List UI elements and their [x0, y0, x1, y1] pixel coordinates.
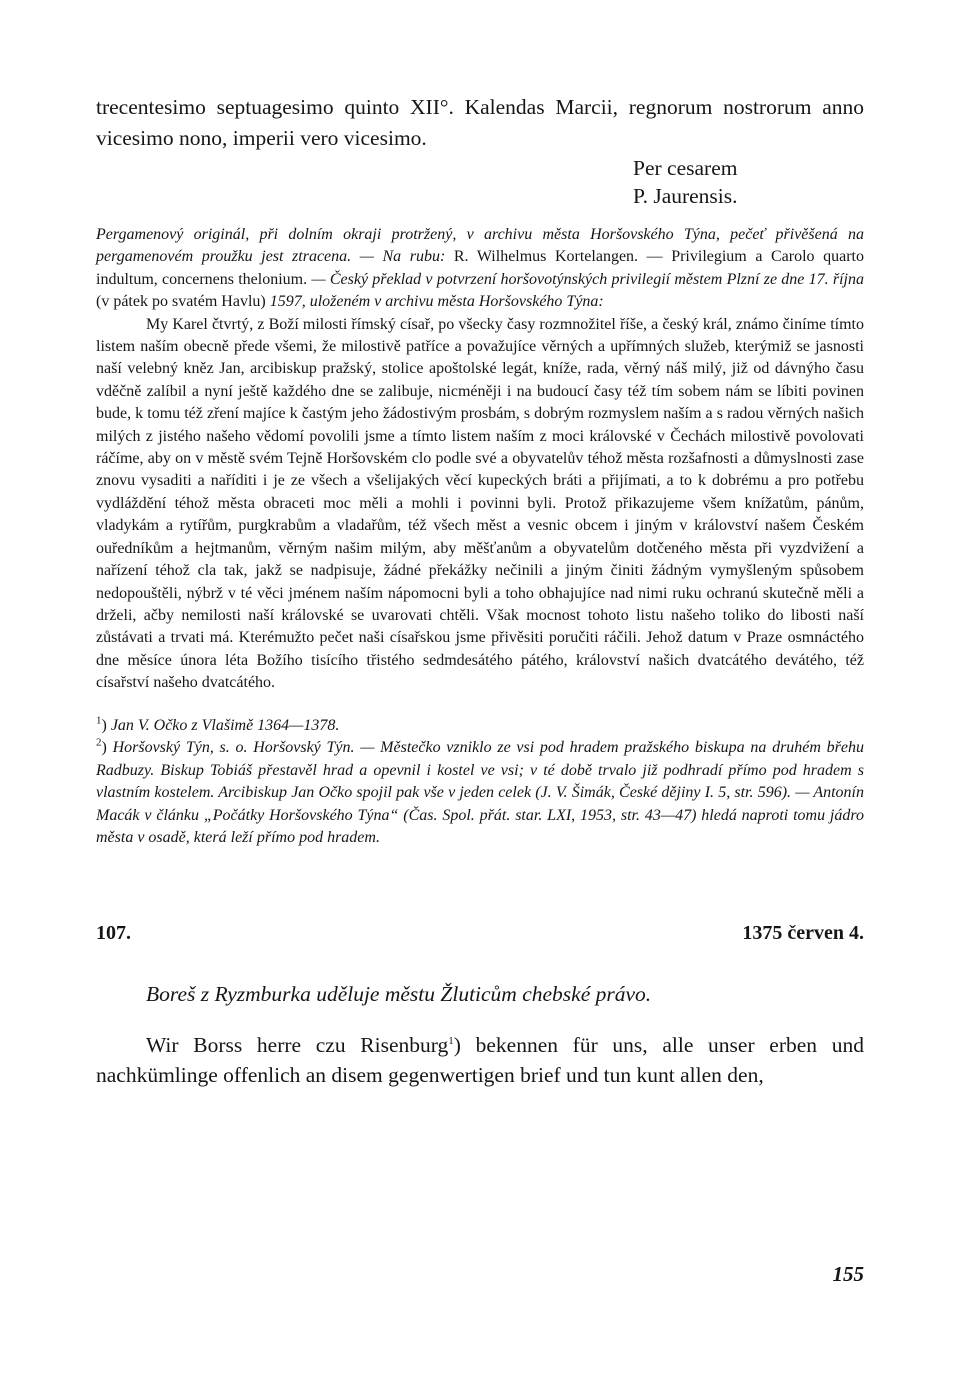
- document-text: [96, 1030, 864, 1091]
- document-number: 107.: [96, 921, 131, 944]
- note-roman-2: (v pátek po svatém Havlu): [96, 293, 270, 311]
- archival-note: [96, 224, 864, 314]
- signature-line-1: Per cesarem: [633, 156, 738, 180]
- document-header: [96, 920, 864, 946]
- footnote-ref: 1: [448, 1034, 454, 1047]
- latin-closing-text: trecentesimo septuagesimo quinto XII°. Kalendas Marcii, regnorum nostrorum anno vicesimo nono, imperii vero vicesimo.: [96, 95, 864, 150]
- footnotes: [96, 715, 864, 850]
- page-content: [96, 92, 864, 1091]
- note-italic-3: 1597, uloženém v archivu města Horšovského Týna:: [269, 293, 604, 311]
- text-part-1: Wir Borss herre czu Risenburg: [146, 1032, 449, 1057]
- footnote-text: Horšovský Týn, s. o. Horšovský Týn. — Městečko vzniklo ze vsi pod hradem pražského biskupa na druhém břehu Radbuzy. Biskup Tobiáš přestavěl hrad a opevnil i kostel ve vsi; v té době trvalo již podhradí přímo pod hradem s vlastním kostelem. Arcibiskup Jan Očko spojil pak vše v jeden celek (J. V. Šimák, České dějiny I. 5, str. 596). — Antonín Macák v článku „Počátky Horšovského Týna“ (Čas. Spol. přát. star. LXI, 1953, str. 43—47) hledá naproti tomu jádro města v osadě, která leží přímo pod hradem.: [96, 739, 865, 847]
- document-date: 1375 červen 4.: [742, 921, 864, 944]
- footnote-text: Jan V. Očko z Vlašimě 1364—1378.: [110, 716, 340, 734]
- signature-line-2: P. Jaurensis.: [633, 184, 738, 208]
- footnote-mark: 2: [96, 736, 102, 749]
- note-italic-1: Pergamenový originál, při dolním okraji protržený, v archivu města Horšovského Týna, pečeť přivěšená na pergamenovém proužku jest ztracena. — Na rubu:: [96, 226, 864, 266]
- footnote-1: $^1$) Jan V. Očko z Vlašimě 1364—1378.: [96, 714, 340, 734]
- chancery-signature: [96, 154, 864, 210]
- czech-translation: My Karel čtvrtý, z Boží milosti římský císař, po všecky časy rozmnožitel říše, a český král, známo činíme tímto listem naším obecně přede všemi, že milostivě patříce a považujíce věrných a upřímných služeb, kterýmiž se jasnosti naší velebný kněz Jan, arcibiskup pražský, stolice apoštolské legát, kníže, rada, věrný náš milý, již od dávnýho času vděčně zalíbil a nyní ještě každého dne se zalibuje, nicméněji i na budoucí časy též tím sobem nám se líbiti povinen bude, k tomu též zření majíce k častým jeho žádostivým prosbám, s dobrým rozmyslem naším a s radou věrných našich milých z jistého našeho vědomí povolili jsme a tímto listem naším z moci královské v Čechách milostivě povolovati ráčíme, aby on v městě svém Tejně Horšovském clo podle své a obyvatelův téhož města rozšafnosti a důmyslnosti zase znovu vysaditi a naříditi i je ze všech a všelijakých věcí kupeckých bráti a přijímati, a to k dobrému a pro potřebu vydláždění téhož města obraceti moc měli a mohli i povinni byli. Protož přikazujeme všem knížatům, pánům, vladykám a rytířům, purgkrabům a vladařům, též všech měst a vesnic obcem i jiným v království našem Českém ouředníkům a hejtmanům, věrným našim milým, aby měšťanům a obyvatelům dotčeného města při vyzdvižení a nařízení téhož cla tak, jakž se nadpisuje, žádné překážky nečinili a jiným činiti žádným vymyšleným spůsobem nedopouštěli, nýbrž v té věci jménem naším nápomocni byli a toho obhajujíce nad nimi ruku ochranú skutečně měli a drželi, ačby nemilosti naší královské se uvarovati chtěli. Však mocnost tohoto listu našeho toliko do libosti naší zůstávati a trvati má. Kterémužto pečet naši císařskou jsme přivěsiti poručiti ráčili. Jehož datum v Praze osmnáctého dne měsíce února léta Božího tisícího třistého sedmdesátého pátého, království našich dvatcátého devátého, též císařství našeho dvatcátého.: [96, 315, 864, 692]
- text-part-2: ) bekennen für uns, alle unser erben und nachkümlinge offenlich an disem gegenwertigen brief und tun kunt allen den,: [96, 1032, 864, 1088]
- page-number: 155: [832, 1262, 864, 1286]
- note-roman-1: R. Wilhelmus Kortelangen. — Privilegium a Carolo quarto indultum, concernens thelonium.: [96, 248, 864, 288]
- footnote-2: $^2$) Horšovský Týn, s. o. Horšovský Týn. — Městečko vzniklo ze vsi pod hradem pražského biskupa na druhém břehu Radbuzy. Biskup Tobiáš přestavěl hrad a opevnil i kostel ve vsi; v té době trvalo již podhradí přímo pod hradem s vlastním kostelem. Arcibiskup Jan Očko spojil pak vše v jeden celek (J. V. Šimák, České dějiny I. 5, str. 596). — Antonín Macák v článku „Počátky Horšovského Týna“ (Čas. Spol. přát. star. LXI, 1953, str. 43—47) hledá naproti tomu jádro města v osadě, která leží přímo pod hradem.: [96, 736, 865, 847]
- footnote-mark: 1: [96, 714, 102, 727]
- note-italic-2: — Český překlad v potvrzení horšovotýnských privilegií městem Plzní ze dne 17. října: [311, 270, 865, 288]
- regest: Boreš z Ryzmburka uděluje městu Žluticům chebské právo.: [146, 981, 652, 1006]
